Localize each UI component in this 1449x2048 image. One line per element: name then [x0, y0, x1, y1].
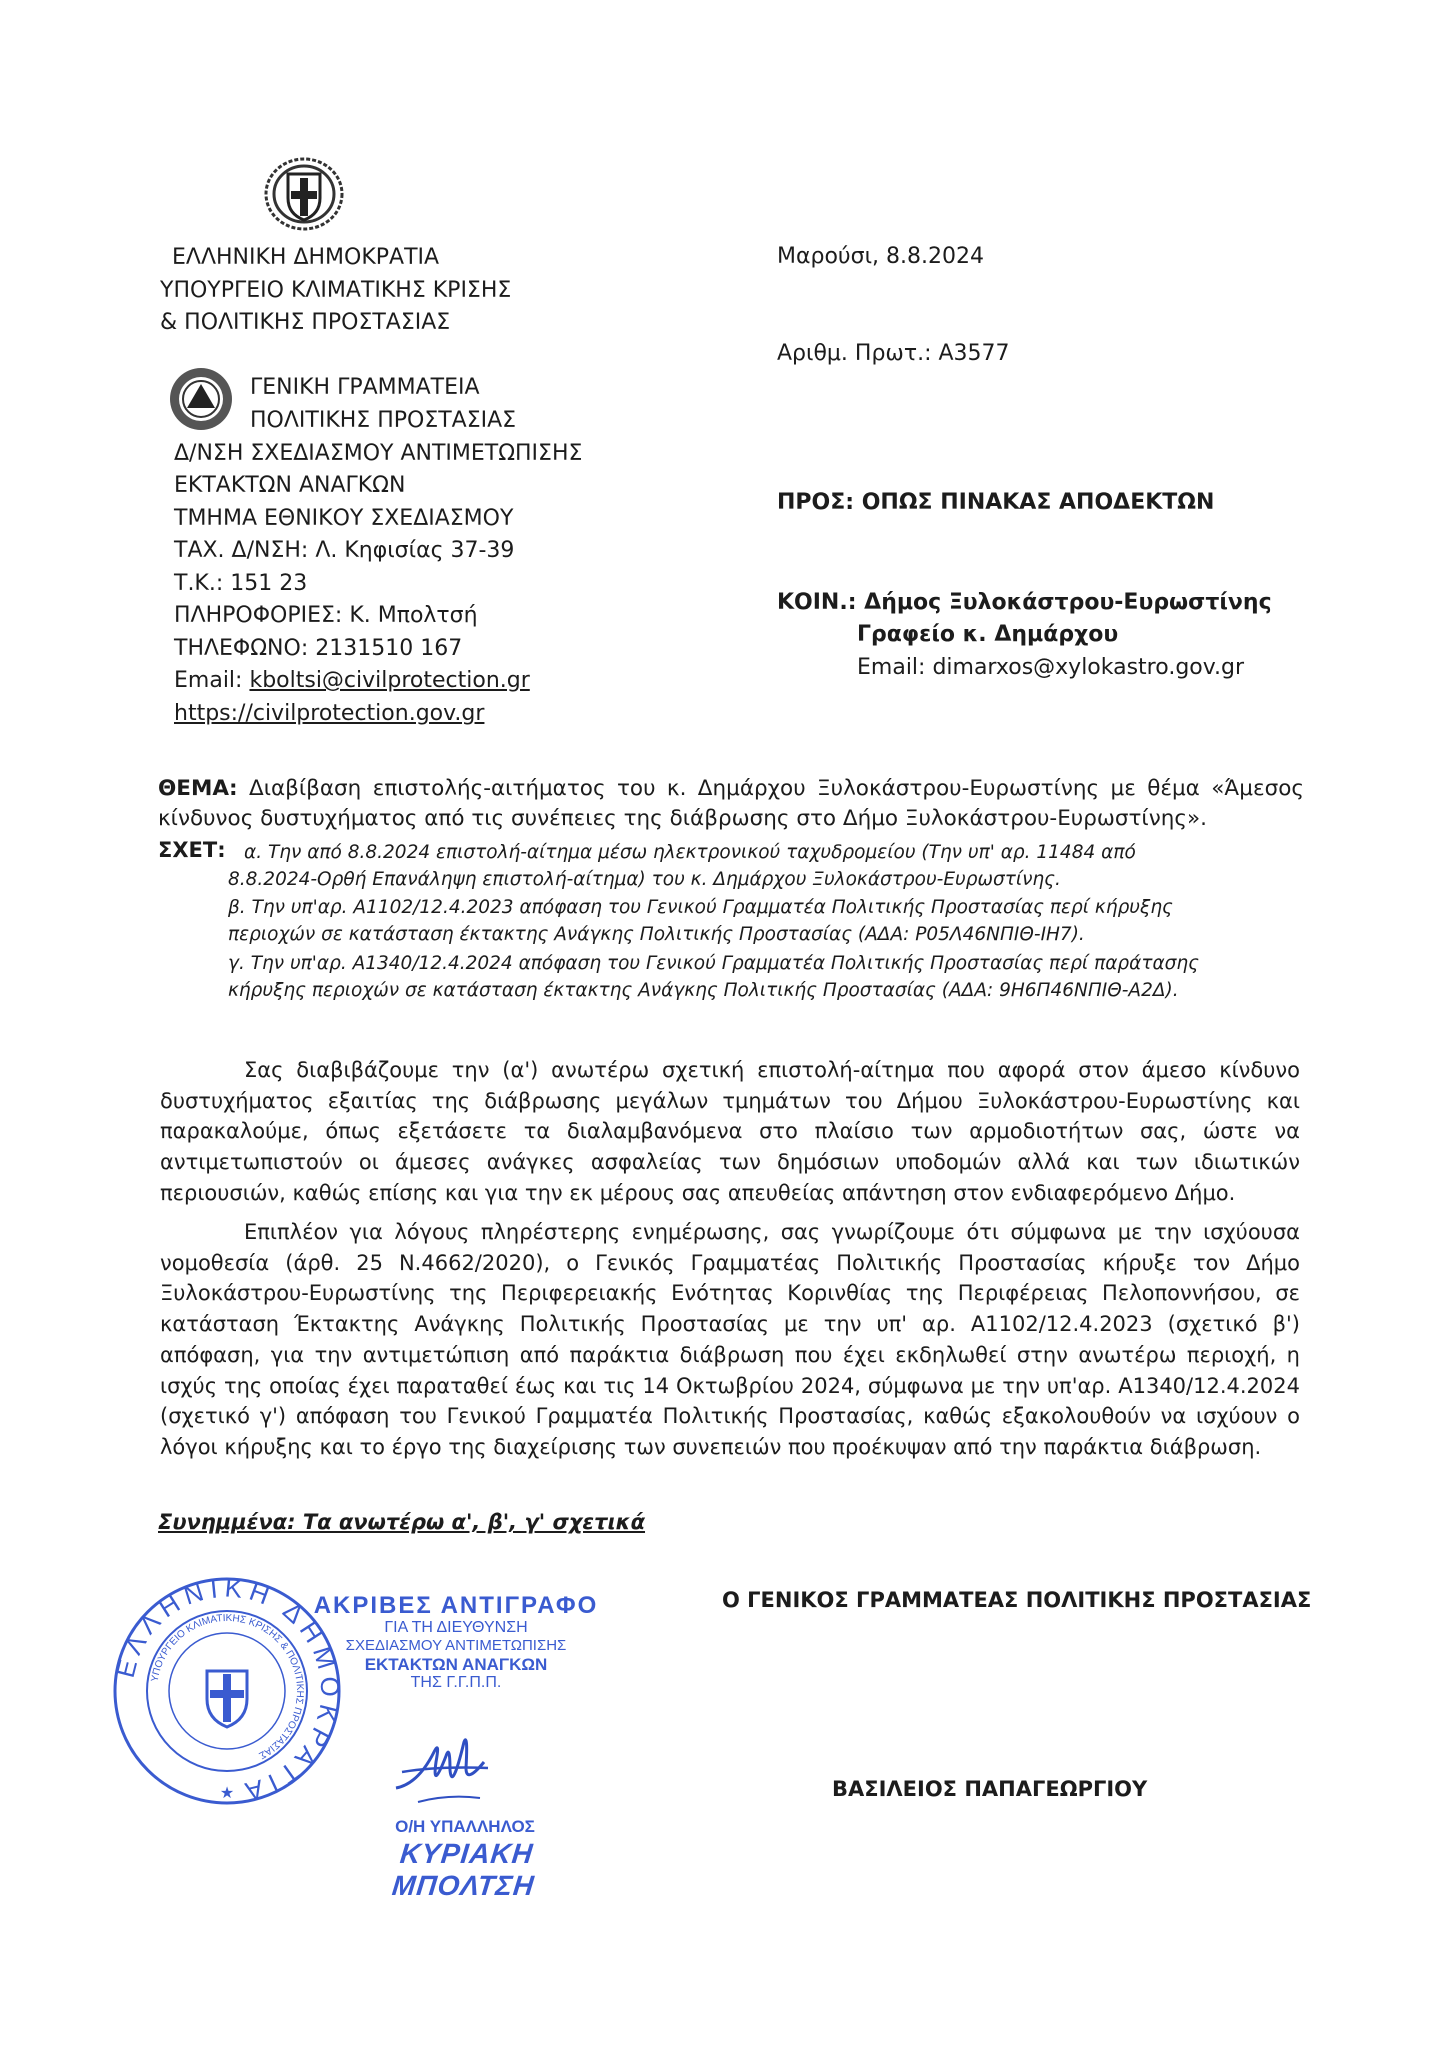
signatory-name: ΒΑΣΙΛΕΙΟΣ ΠΑΠΑΓΕΩΡΓΙΟΥ — [832, 1777, 1148, 1801]
cc-municipality: : Δήμος Ξυλοκάστρου-Ευρωστίνης — [847, 590, 1272, 615]
stamp-line-2: ΓΙΑ ΤΗ ΔΙΕΥΘΥΝΣΗ — [384, 1619, 528, 1636]
body-paragraph-1: Σας διαβιβάζουμε την (α') ανωτέρω σχετική επιστολή-αίτημα που αφορά στον άμεσο κίνδυνο δυστυχήματος εξαιτίας της διάβρωσης μεγάλων τμημάτων του Δήμου Ξυλοκάστρου-Ευρωστίνης και παρακαλούμε, όπως εξετάσετε τα διαλαμβανόμενα στο πλαίσιο των αρμοδιοτήτων σας, ώστε να αντιμετωπιστούν οι άμεσες ανάγκες ασφαλείας των δημόσιων υποδομών αλλά και των ιδιωτικών περιουσιών, καθώς επίσης και για την εκ μέρους σας απευθείας απάντηση στον ενδιαφερόμενο Δήμο. — [160, 1058, 1300, 1205]
email-link[interactable]: kboltsi@civilprotection.gr — [249, 668, 530, 693]
cc-label: ΚΟΙΝ. — [777, 590, 848, 615]
directorate-line-2: ΕΚΤΑΚΤΩΝ ΑΝΑΓΚΩΝ — [174, 473, 406, 498]
handwritten-signature — [388, 1722, 498, 1808]
subject-paragraph — [158, 774, 1304, 834]
ministry-line-2: & ΠΟΛΙΤΙΚΗΣ ΠΡΟΣΤΑΣΙΑΣ — [160, 310, 451, 335]
reference-c-line-2: κήρυξης περιοχών σε κατάσταση έκτακτης Ανάγκης Πολιτικής Προστασίας (ΑΔΑ: 9Η6Π46ΝΠΙΘ-Α2Δ). — [228, 980, 1179, 1001]
stamp-employee-title: Ο/Η ΥΠΑΛΛΗΛΟΣ — [395, 1817, 535, 1836]
stamp-line-4: ΕΚΤΑΚΤΩΝ ΑΝΑΓΚΩΝ — [364, 1655, 548, 1674]
ministry-line-1: ΥΠΟΥΡΓΕΙΟ ΚΛΙΜΑΤΙΚΗΣ ΚΡΙΣΗΣ — [160, 278, 512, 303]
cc-email: Email: dimarxos@xylokastro.gov.gr — [857, 655, 1245, 680]
body-paragraph-2: Επιπλέον για λόγους πληρέστερης ενημέρωσης, σας γνωρίζουμε ότι σύμφωνα με την ισχύουσα νομοθεσία (άρθ. 25 Ν.4662/2020), ο Γενικός Γραμματέας Πολιτικής Προστασίας κήρυξε τον Δήμο Ξυλοκάστρου-Ευρωστίνης της Περιφερειακής Ενότητας Κορινθίας της Περιφέρειας Πελοποννήσου, σε κατάσταση Έκτακτης Ανάγκης Πολιτικής Προστασίας με την υπ' αρ. Α1102/12.4.2023 (σχετικό β') απόφαση, για την αντιμετώπιση από παράκτια διάβρωση που έχει εκδηλωθεί στην ανωτέρω περιοχή, η ισχύς της οποίας έχει παραταθεί έως και τις 14 Οκτωβρίου 2024, σύμφωνα με την υπ'αρ. Α1340/12.4.2024 (σχετικό γ') απόφαση του Γενικού Γραμματέα Πολιτικής Προστασίας, καθώς εξακολουθούν να ισχύουν ο λόγοι κήρυξης και το έργο της διαχείρισης των συνεπειών που προέκυψαν από την παράκτια διάβρωση. — [160, 1220, 1300, 1459]
country-name: ΕΛΛΗΝΙΚΗ ΔΗΜΟΚΡΑΤΙΑ — [172, 245, 440, 270]
postal-address: ΤΑΧ. Δ/ΝΣΗ: Λ. Κηφισίας 37-39 — [174, 538, 515, 563]
email-line — [174, 665, 530, 698]
email-label: Email: — [174, 668, 250, 693]
stamp-inner-ring-text: ΥΠΟΥΡΓΕΙΟ ΚΛΙΜΑΤΙΚΗΣ ΚΡΙΣΗΣ & ΠΟΛΙΤΙΚΗΣ ΠΡΟΣΤΑΣΙΑΣ — [149, 1612, 306, 1761]
stamp-employee-name: ΚΥΡΙΑΚΗ ΜΠΟΛΤΣΗ — [390, 1838, 537, 1901]
secretariat-line-1: ΓΕΝΙΚΗ ΓΡΑΜΜΑΤΕΙΑ — [250, 375, 480, 400]
protocol-number: Αριθμ. Πρωτ.: Α3577 — [777, 341, 1010, 366]
cc-office: Γραφείο κ. Δημάρχου — [857, 622, 1119, 647]
postal-code: Τ.Κ.: 151 23 — [174, 571, 308, 596]
svg-text:★: ★ — [219, 1783, 235, 1802]
reference-b-line-1: β. Την υπ'αρ. Α1102/12.4.2023 απόφαση του Γενικού Γραμματέα Πολιτικής Προστασίας περί κήρυξης — [228, 897, 1173, 918]
signatory-title: Ο ΓΕΝΙΚΟΣ ΓΡΑΜΜΑΤΕΑΣ ΠΟΛΙΤΙΚΗΣ ΠΡΟΣΤΑΣΙΑΣ — [722, 1588, 1312, 1612]
stamp-line-5: ΤΗΣ Γ.Γ.Π.Π. — [410, 1674, 502, 1691]
phone-number: ΤΗΛΕΦΩΝΟ: 2131510 167 — [174, 636, 463, 661]
stamp-certified-copy: ΑΚΡΙΒΕΣ ΑΝΤΙΓΡΑΦΟ — [313, 1592, 599, 1619]
stamp-line-3: ΣΧΕΔΙΑΣΜΟΥ ΑΝΤΙΜΕΤΩΠΙΣΗΣ — [345, 1637, 567, 1654]
reference-a-line-1: α. Την από 8.8.2024 επιστολή-αίτημα μέσω ηλεκτρονικού ταχυδρομείου (Την υπ' αρ. 11484 από — [244, 842, 1136, 863]
references-label: ΣΧΕΤ: — [158, 838, 226, 862]
subject-label: ΘΕΜΑ: — [158, 776, 238, 801]
civil-protection-logo — [168, 366, 234, 432]
subject-text: Διαβίβαση επιστολής-αιτήματος του κ. Δημάρχου Ξυλοκάστρου-Ευρωστίνης με θέμα «Άμεσος κίνδυνος δυστυχήματος από τις συνέπειες της διάβρωσης στο Δήμο Ξυλοκάστρου-Ευρωστίνης». — [158, 776, 1304, 831]
cc-line-1 — [777, 590, 1272, 615]
greek-coat-of-arms-emblem — [262, 154, 346, 232]
website-link[interactable]: https://civilprotection.gov.gr — [174, 701, 485, 726]
attachments-note: Συνημμένα: Τα ανωτέρω α', β', γ' σχετικά — [158, 1510, 646, 1534]
reference-b-line-2: περιοχών σε κατάσταση έκτακτης Ανάγκης Πολιτικής Προστασίας (ΑΔΑ: Ρ05Λ46ΝΠΙΘ-ΙΗ7). — [228, 924, 1085, 945]
directorate-line-1: Δ/ΝΣΗ ΣΧΕΔΙΑΣΜΟΥ ΑΝΤΙΜΕΤΩΠΙΣΗΣ — [174, 441, 583, 466]
place-date: Μαρούσι, 8.8.2024 — [777, 244, 984, 269]
reference-a-line-2: 8.8.2024-Ορθή Επανάληψη επιστολή-αίτημα) του κ. Δημάρχου Ξυλοκάστρου-Ευρωστίνης. — [228, 869, 1061, 890]
contact-person: ΠΛΗΡΟΦΟΡΙΕΣ: Κ. Μπολτσή — [174, 603, 478, 628]
secretariat-line-2: ΠΟΛΙΤΙΚΗΣ ΠΡΟΣΤΑΣΙΑΣ — [250, 408, 517, 433]
department: ΤΜΗΜΑ ΕΘΝΙΚΟΥ ΣΧΕΔΙΑΣΜΟΥ — [174, 506, 514, 531]
reference-c-line-1: γ. Την υπ'αρ. Α1340/12.4.2024 απόφαση του Γενικού Γραμματέα Πολιτικής Προστασίας περί παράτασης — [228, 953, 1199, 974]
stamp-ring-text: ΕΛΛΗΝΙΚΗ ΔΗΜ ΚΡΑΤΙΑ — [112, 1576, 342, 1806]
recipients: ΠΡΟΣ: ΟΠΩΣ ΠΙΝΑΚΑΣ ΑΠΟΔΕΚΤΩΝ — [777, 490, 1215, 515]
